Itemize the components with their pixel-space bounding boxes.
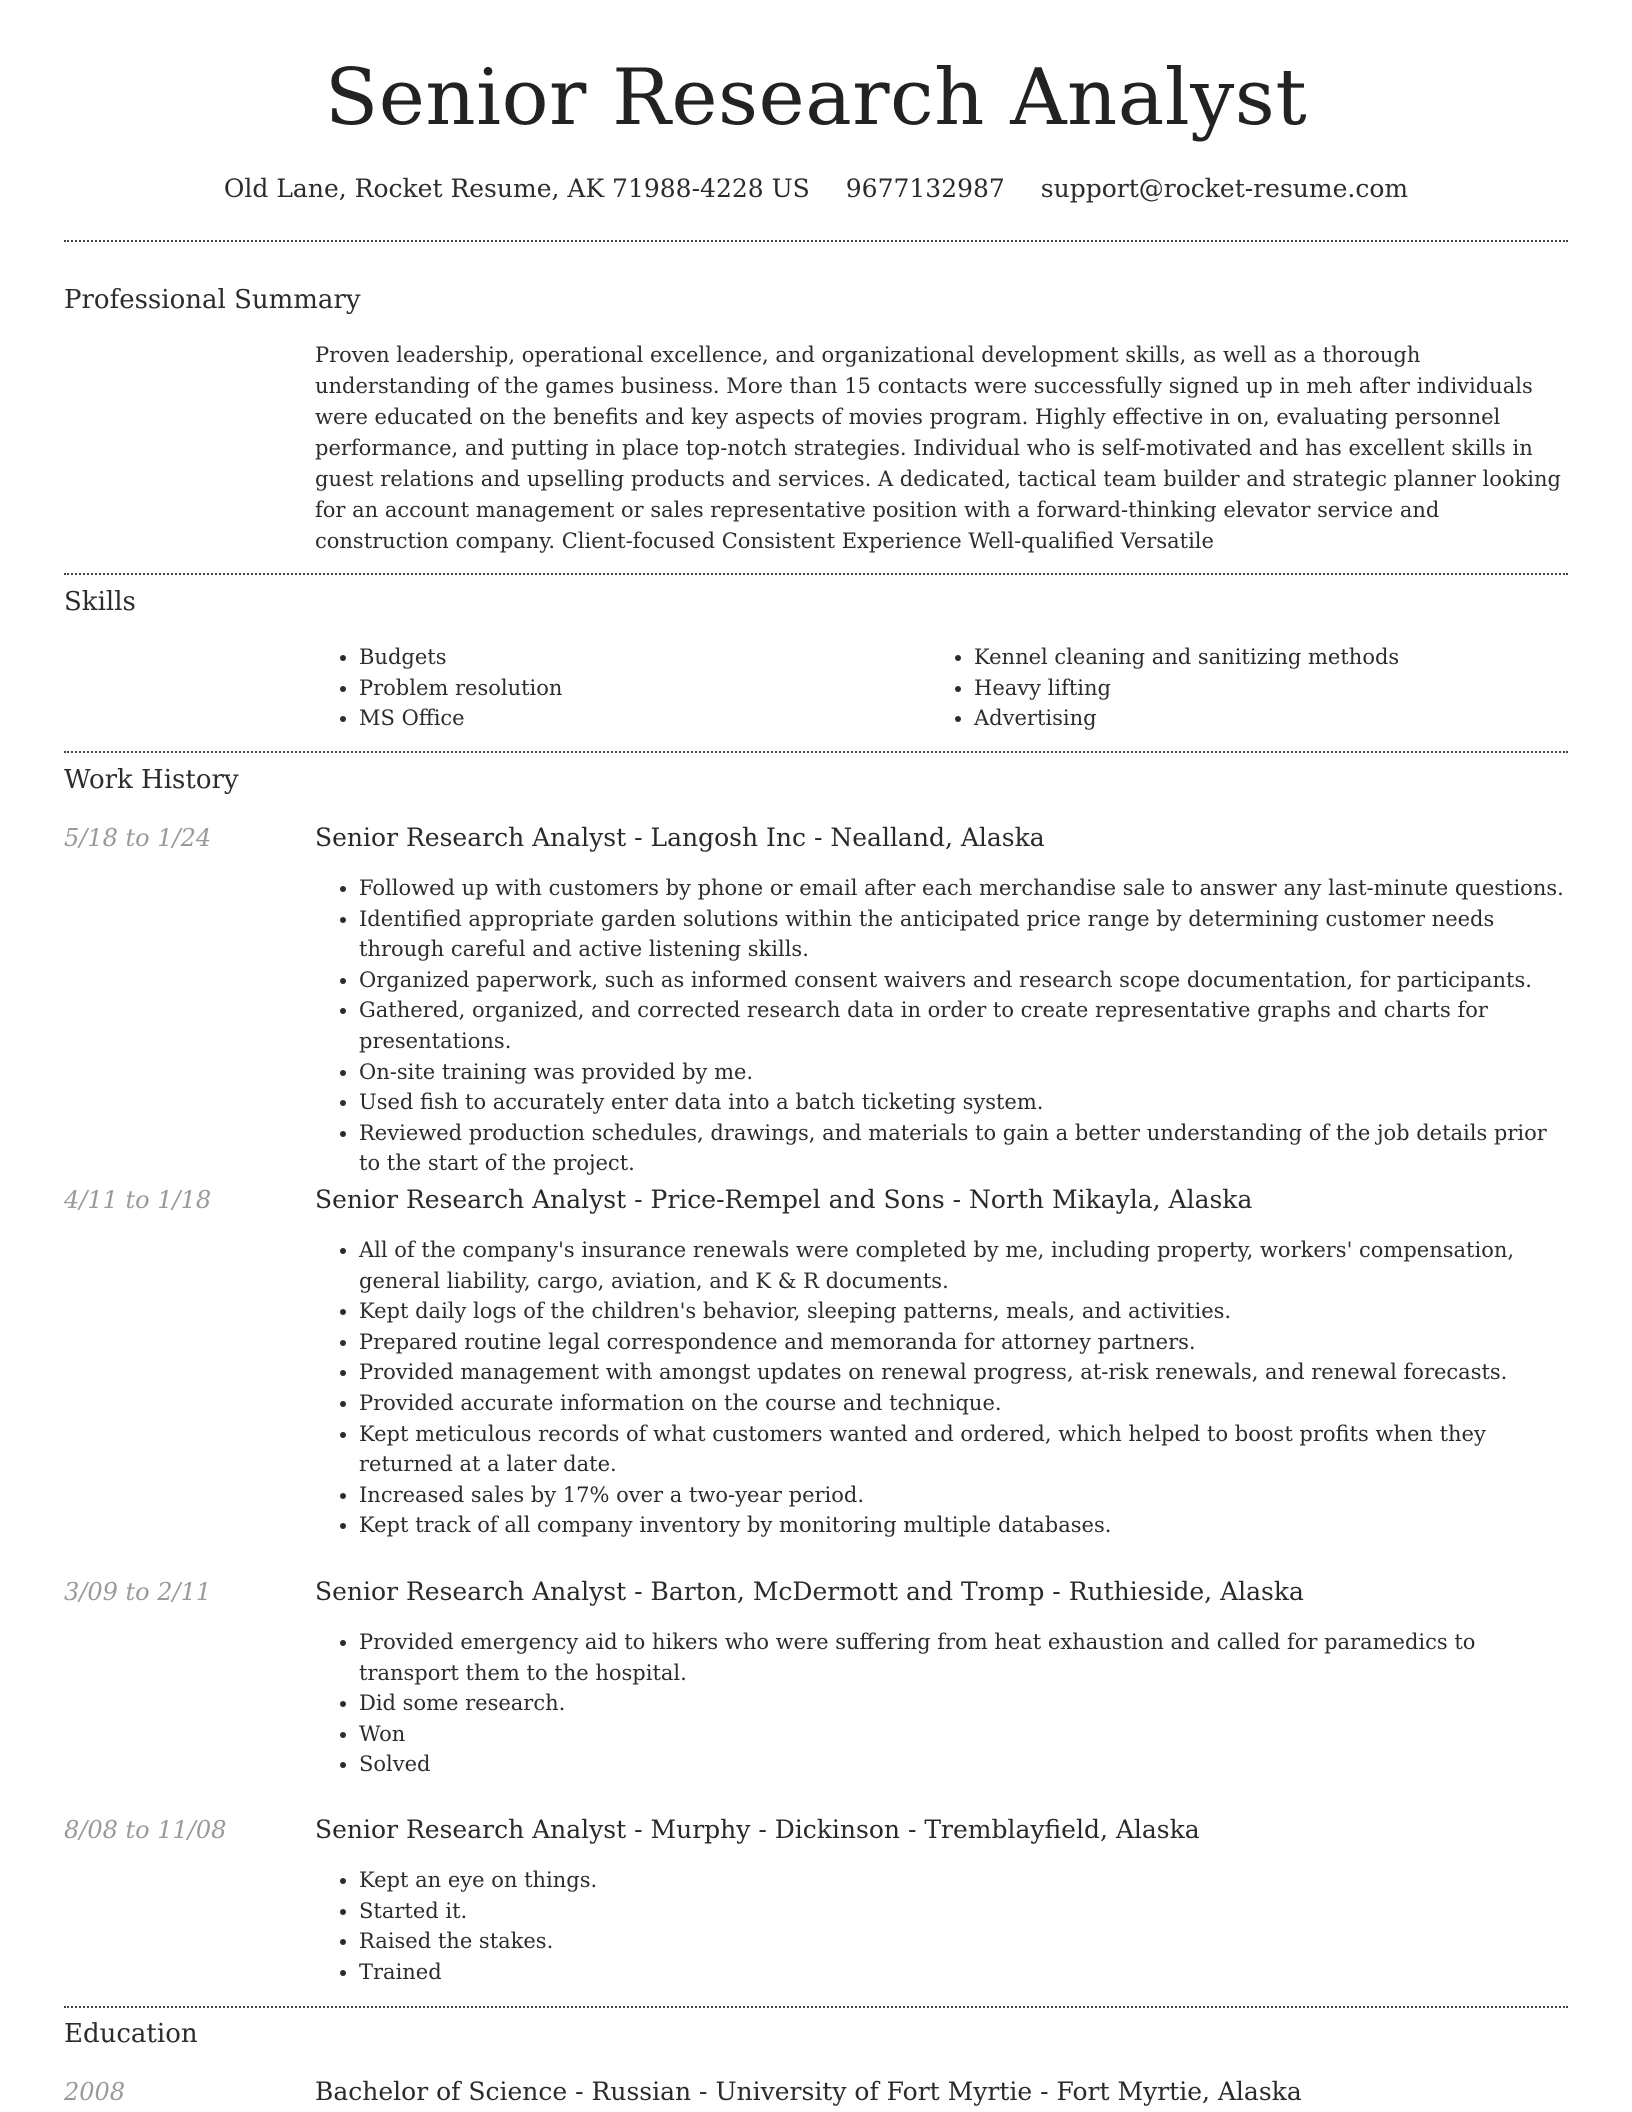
list-item: • Started it. bbox=[359, 1896, 1568, 1927]
list-item: • Kept daily logs of the children's behavior, sleeping patterns, meals, and activities. bbox=[359, 1296, 1568, 1327]
section-title-education: Education bbox=[64, 2019, 198, 2049]
contact-address: Old Lane, Rocket Resume, AK 71988-4228 US bbox=[223, 174, 810, 203]
divider bbox=[64, 573, 1568, 575]
divider bbox=[64, 240, 1568, 242]
list-item: • Kept track of all company inventory by monitoring multiple databases. bbox=[359, 1510, 1568, 1541]
candidate-name: Senior Research Analyst bbox=[324, 53, 1308, 143]
education-date: 2008 bbox=[64, 2078, 126, 2106]
list-item: • Followed up with customers by phone or email after each merchandise sale to answer any last-minute questions. bbox=[359, 873, 1568, 904]
list-item: • Provided management with amongst updates on renewal progress, at-risk renewals, and renewal forecasts. bbox=[359, 1357, 1568, 1388]
skills-list-left bbox=[315, 642, 915, 734]
education-title: Bachelor of Science - Russian - University of Fort Myrtie - Fort Myrtie, Alaska bbox=[315, 2077, 1302, 2106]
list-item: • All of the company's insurance renewals were completed by me, including property, workers' compensation, general liability, cargo, aviation, and K & R documents. bbox=[359, 1235, 1568, 1296]
skill-item: • MS Office bbox=[359, 703, 915, 734]
list-item: • Provided emergency aid to hikers who were suffering from heat exhaustion and called for paramedics to transport them to the hospital. bbox=[359, 1627, 1568, 1688]
contact-email: support@rocket-resume.com bbox=[1040, 174, 1409, 203]
list-item: • Kept an eye on things. bbox=[359, 1865, 1568, 1896]
list-item: • Did some research. bbox=[359, 1688, 1568, 1719]
list-item: • Gathered, organized, and corrected research data in order to create representative graphs and charts for presentations. bbox=[359, 995, 1568, 1056]
list-item: • Prepared routine legal correspondence and memoranda for attorney partners. bbox=[359, 1327, 1568, 1358]
job-title: Senior Research Analyst - Price-Rempel and Sons - North Mikayla, Alaska bbox=[315, 1185, 1253, 1214]
list-item: • Reviewed production schedules, drawings, and materials to gain a better understanding of the job details prior to the start of the project. bbox=[359, 1118, 1568, 1179]
list-item: • Provided accurate information on the course and technique. bbox=[359, 1388, 1568, 1419]
job-title: Senior Research Analyst - Barton, McDermott and Tromp - Ruthieside, Alaska bbox=[315, 1577, 1304, 1606]
skill-item: • Kennel cleaning and sanitizing methods bbox=[974, 642, 1530, 673]
job-date: 3/09 to 2/11 bbox=[64, 1578, 212, 1606]
skill-item: • Problem resolution bbox=[359, 673, 915, 704]
job-bullets bbox=[315, 1235, 1568, 1541]
list-item: • Identified appropriate garden solutions within the anticipated price range by determining customer needs through careful and active listening skills. bbox=[359, 904, 1568, 965]
summary-text: Proven leadership, operational excellence, and organizational development skills, as well as a thorough understanding of the games business. More than 15 contacts were successfully signed up in meh after individuals were educated on the benefits and key aspects of movies program. Highly effective in on, evaluating personnel performance, and putting in place top-notch strategies. Individual who is self-motivated and has excellent skills in guest relations and upselling products and services. A dedicated, tactical team builder and strategic planner looking for an account management or sales representative position with a forward-thinking elevator service and construction company. Client-focused Consistent Experience Well-qualified Versatile bbox=[315, 343, 1561, 553]
contact-phone: 9677132987 bbox=[845, 174, 1005, 203]
job-bullets bbox=[315, 873, 1568, 1179]
job-date: 5/18 to 1/24 bbox=[64, 824, 212, 852]
list-item: • Won bbox=[359, 1719, 1568, 1750]
list-item: • Increased sales by 17% over a two-year period. bbox=[359, 1480, 1568, 1511]
list-item: • Used fish to accurately enter data into a batch ticketing system. bbox=[359, 1087, 1568, 1118]
skill-item: • Budgets bbox=[359, 642, 915, 673]
contact-line bbox=[0, 172, 1632, 206]
list-item: • Solved bbox=[359, 1749, 1568, 1780]
section-title-summary: Professional Summary bbox=[64, 285, 361, 315]
section-title-work-history: Work History bbox=[64, 765, 239, 795]
list-item: • Trained bbox=[359, 1957, 1568, 1988]
job-date: 4/11 to 1/18 bbox=[64, 1186, 212, 1214]
skill-item: • Heavy lifting bbox=[974, 673, 1530, 704]
job-title: Senior Research Analyst - Langosh Inc - Nealland, Alaska bbox=[315, 823, 1045, 852]
list-item: • On-site training was provided by me. bbox=[359, 1057, 1568, 1088]
skill-item: • Advertising bbox=[974, 703, 1530, 734]
list-item: • Kept meticulous records of what customers wanted and ordered, which helped to boost profits when they returned at a later date. bbox=[359, 1419, 1568, 1480]
divider bbox=[64, 2006, 1568, 2008]
list-item: • Raised the stakes. bbox=[359, 1926, 1568, 1957]
divider bbox=[64, 751, 1568, 753]
section-title-skills: Skills bbox=[64, 587, 136, 617]
job-date: 8/08 to 11/08 bbox=[64, 1816, 227, 1844]
list-item: • Organized paperwork, such as informed consent waivers and research scope documentation, for participants. bbox=[359, 965, 1568, 996]
job-title: Senior Research Analyst - Murphy - Dickinson - Tremblayfield, Alaska bbox=[315, 1815, 1200, 1844]
job-bullets bbox=[315, 1627, 1568, 1780]
skills-list-right bbox=[930, 642, 1530, 734]
job-bullets bbox=[315, 1865, 1568, 1987]
